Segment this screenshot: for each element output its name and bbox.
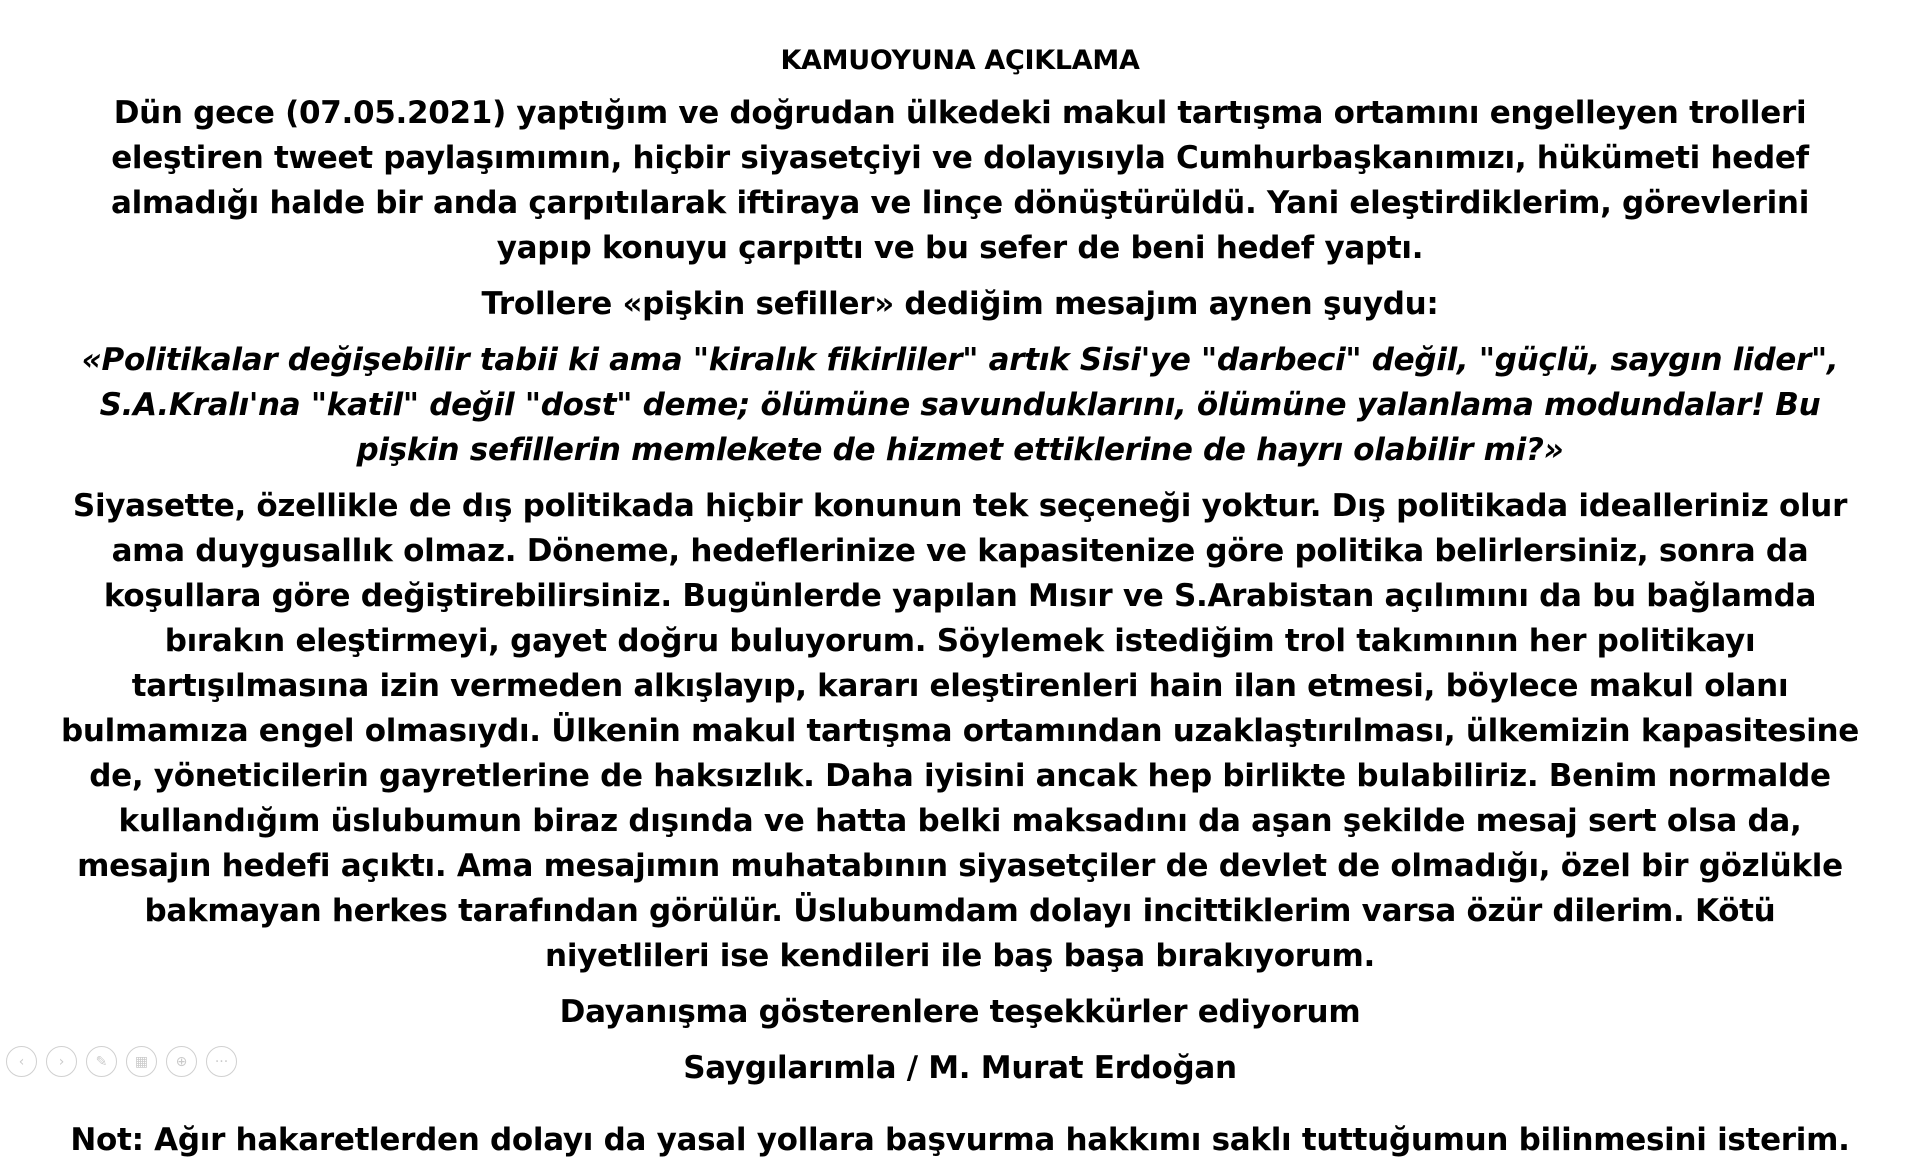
previous-slide-icon[interactable]: ‹ — [6, 1046, 37, 1077]
statement-document — [60, 38, 1860, 1174]
thanks-line: Dayanışma gösterenlere teşekkürler ediyorum — [559, 994, 1361, 1030]
pen-icon[interactable]: ✎ — [86, 1046, 117, 1077]
see-all-slides-icon[interactable]: ▦ — [126, 1046, 157, 1077]
spacer — [60, 1102, 1860, 1118]
zoom-icon[interactable]: ⊕ — [166, 1046, 197, 1077]
more-options-icon[interactable]: ··· — [206, 1046, 237, 1077]
footnote: Not: Ağır hakaretlerden dolayı da yasal yollara başvurma hakkımı saklı tuttuğumun bilinmesini isterim. — [70, 1122, 1850, 1158]
signature: Saygılarımla / M. Murat Erdoğan — [683, 1050, 1237, 1086]
slideshow-toolbar — [6, 1046, 237, 1080]
quoted-tweet: «Politikalar değişebilir tabii ki ama "kiralık fikirliler" artık Sisi'ye "darbeci" değil, "güçlü, saygın lider", S.A.Kralı'na "katil" değil "dost" deme; ölümüne savunduklarını, ölümüne yalanlama modundalar! Bu pişkin sefillerin memlekete de hizmet ettiklerine de hayrı olabilir mi?» — [81, 342, 1839, 468]
paragraph-main: Siyasette, özellikle de dış politikada hiçbir konunun tek seçeneği yoktur. Dış politikada idealleriniz olur ama duygusallık olmaz. Döneme, hedeflerinize ve kapasitenize göre politika belirlersiniz, sonra da koşullara göre değiştirebilirsiniz. Bugünlerde yapılan Mısır ve S.Arabistan açılımını da bu bağlamda bırakın eleştirmeyi, gayet doğru buluyorum. Söylemek istediğim trol takımının her politikayı tartışılmasına izin vermeden alkışlayıp, kararı eleştirenleri hain ilan etmesi, böylece makul olanı bulmamıza engel olmasıydı. Ülkenin makul tartışma ortamından uzaklaştırılması, ülkemizin kapasitesine de, yöneticilerin gayretlerine de haksızlık. Daha iyisini ancak hep birlikte bulabiliriz. Benim normalde kullandığım üslubumun biraz dışında ve hatta belki maksadını da aşan şekilde mesaj sert olsa da, mesajın hedefi açıktı. Ama mesajımın muhatabının siyasetçiler de devlet de olmadığı, özel bir gözlükle bakmayan herkes tarafından görülür. Üslubumdam dolayı incittiklerim varsa özür dilerim. Kötü niyetlileri ise kendileri ile baş başa bırakıyorum. — [61, 488, 1859, 974]
document-title: KAMUOYUNA AÇIKLAMA — [780, 45, 1140, 76]
paragraph-intro: Dün gece (07.05.2021) yaptığım ve doğrudan ülkedeki makul tartışma ortamını engelleyen trolleri eleştiren tweet paylaşımımın, hiçbir siyasetçiyi ve dolayısıyla Cumhurbaşkanımızı, hükümeti hedef almadığı halde bir anda çarpıtılarak iftiraya ve linçe dönüştürüldü. Yani eleştirdiklerim, görevlerini yapıp konuyu çarpıttı ve bu sefer de beni hedef yaptı. — [110, 95, 1810, 266]
quote-intro: Trollere «pişkin sefiller» dediğim mesajım aynen şuydu: — [481, 286, 1439, 322]
next-slide-icon[interactable]: › — [46, 1046, 77, 1077]
